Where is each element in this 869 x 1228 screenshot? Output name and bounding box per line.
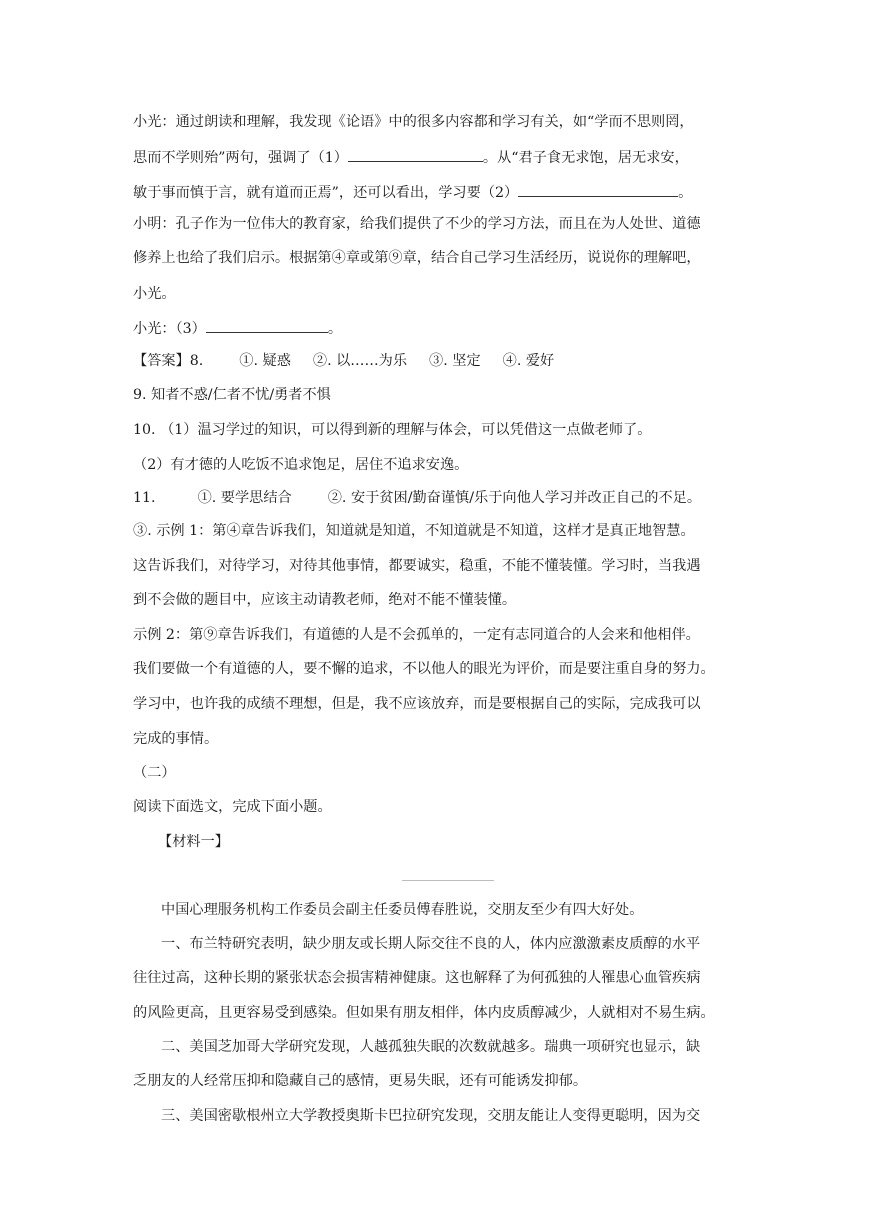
answer-line: 学习中，也许我的成绩不理想，但是，我不应该放弃，而是要根据自己的实际，完成我可以 [133, 696, 701, 712]
answer-line: 10. （1）温习学过的知识，可以得到新的理解与体会，可以凭借这一点做老师了。 [133, 422, 652, 438]
material-heading: 【材料一】 [158, 834, 229, 850]
text-line [133, 182, 753, 203]
answer-line [133, 488, 753, 508]
answer-line: 示例 2：第⑨章告诉我们，有道德的人是不会孤单的，一定有志同道合的人会来和他相伴。 [133, 627, 700, 643]
body-paragraph: 一、布兰特研究表明，缺少朋友或长期人际交往不良的人，体内应激激素皮质醇的水平 [161, 936, 701, 952]
text-line [133, 318, 753, 339]
answer-line [133, 351, 753, 371]
body-paragraph: 中国心理服务机构工作委员会副主任委员傅春胜说，交朋友至少有四大好处。 [161, 902, 644, 918]
text-segment: 。从“君子食无求饱，居无求安， [482, 150, 689, 166]
answer-item: ①. 要学思结合 [197, 490, 292, 506]
body-paragraph: 乏朋友的人经常压抑和隐藏自己的感情，更易失眠，还有可能诱发抑郁。 [133, 1073, 588, 1089]
text-segment: 。 [678, 185, 693, 201]
answer-blank-2 [518, 182, 678, 197]
answer-line: 到不会做的题目中，应该主动请教老师，绝对不能不懂装懂。 [133, 592, 517, 608]
text-segment: 思而不学则殆”两句，强调了（1） [133, 150, 348, 166]
section-heading: （二） [133, 765, 176, 781]
answer-line: 我们要做一个有道德的人，要不懈的追求，不以他人的眼光为评价，而是要注重自身的努力。 [133, 661, 715, 677]
text-line [133, 147, 753, 168]
answer-label: 【答案】8. [133, 353, 204, 369]
answer-line: ③. 示例 1：第④章告诉我们，知道就是知道，不知道就是不知道，这样才是真正地智慧。 [133, 523, 695, 539]
text-line: 小光：通过朗读和理解，我发现《论语》中的很多内容都和学习有关，如“学而不思则罔， [133, 114, 694, 130]
text-line: 小光。 [133, 286, 176, 302]
body-paragraph: 的风险更高，且更容易受到感染。但如果有朋友相伴，体内皮质醇减少，人就相对不易生病。 [133, 1005, 715, 1021]
answer-line: 这告诉我们，对待学习，对待其他事情，都要诚实，稳重，不能不懂装懂。学习时，当我遇 [133, 558, 701, 574]
text-segment: 。 [327, 321, 343, 337]
answer-item: ②. 以……为乐 [312, 353, 408, 369]
body-paragraph: 三、美国密歇根州立大学教授奥斯卡巴拉研究发现，交朋友能让人变得更聪明，因为交 [161, 1108, 701, 1124]
answer-item: ①. 疑惑 [239, 353, 291, 369]
answer-line: 完成的事情。 [133, 731, 219, 747]
text-segment: 小光：（3） [133, 321, 206, 337]
text-line: 修养上也给了我们启示。根据第④章或第⑨章，结合自己学习生活经历，说说你的理解吧， [133, 250, 701, 266]
answer-line: 9. 知者不惑/仁者不忧/勇者不惧 [133, 387, 331, 403]
title-underline [402, 880, 494, 881]
answer-item: ②. 安于贫困/勤奋谨慎/乐于向他人学习并改正自己的不足。 [327, 490, 702, 506]
text-segment: 敏于事而慎于言，就有道而正焉”，还可以看出，学习要（2） [133, 185, 519, 201]
answer-line: （2）有才德的人吃饭不追求饱足，居住不追求安逸。 [133, 457, 469, 473]
body-paragraph: 二、美国芝加哥大学研究发现，人越孤独失眠的次数就越多。瑞典一项研究也显示，缺 [161, 1039, 701, 1055]
answer-item: ④. 爱好 [502, 353, 555, 369]
answer-blank-3 [206, 318, 328, 333]
answer-item: ③. 坚定 [429, 353, 481, 369]
answer-label: 11. [133, 490, 156, 506]
instruction-text: 阅读下面选文，完成下面小题。 [133, 799, 332, 815]
answer-blank-1 [348, 147, 483, 162]
text-line: 小明：孔子作为一位伟大的教育家，给我们提供了不少的学习方法，而且在为人处世、道德 [133, 216, 701, 232]
body-paragraph: 往往过高，这种长期的紧张状态会损害精神健康。这也解释了为何孤独的人罹患心血管疾病 [133, 970, 701, 986]
